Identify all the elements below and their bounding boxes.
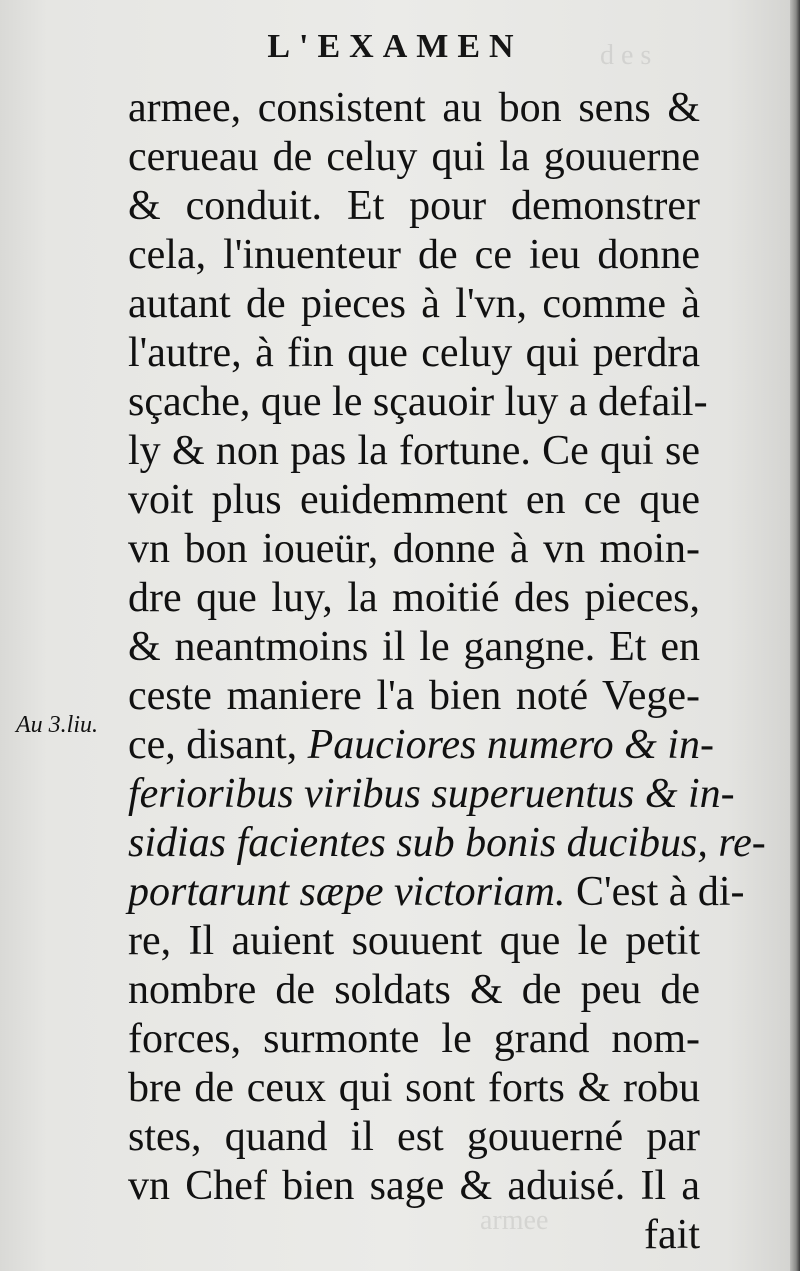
text-line: autant de pieces à l'vn, comme à bbox=[128, 281, 700, 327]
text-line: cela, l'inuenteur de ce ieu donne bbox=[128, 232, 700, 278]
text-line: stes, quand il est gouuerné par bbox=[128, 1114, 700, 1160]
latin-quote-line: sidias facientes sub bonis ducibus, re- bbox=[128, 820, 766, 866]
text-line: cerueau de celuy qui la gouuerne bbox=[128, 134, 700, 180]
text-block bbox=[128, 84, 766, 1260]
text-line: vn Chef bien sage & aduisé. Il a bbox=[128, 1163, 700, 1209]
text-line: l'autre, à fin que celuy qui perdra bbox=[128, 330, 700, 376]
running-head: L'EXAMEN bbox=[267, 28, 523, 65]
roman-text: C'est à di- bbox=[565, 869, 745, 915]
text-line: bre de ceux qui sont forts & robu bbox=[128, 1065, 700, 1111]
margin-note: Au 3.liu. bbox=[16, 712, 98, 738]
text-line: ceste maniere l'a bien noté Vege- bbox=[128, 673, 700, 719]
latin-quote: portarunt sæpe victoriam. bbox=[128, 869, 566, 915]
text-line: nombre de soldats & de peu de bbox=[128, 967, 700, 1013]
bleed-through-mark: armee bbox=[480, 1205, 549, 1236]
text-line: voit plus euidemment en ce que bbox=[128, 477, 700, 523]
text-line: & neantmoins il le gangne. Et en bbox=[128, 624, 700, 670]
text-line-mixed bbox=[128, 868, 745, 917]
text-line: re, Il auient souuent que le petit bbox=[128, 918, 700, 964]
text-line: vn bon ioueür, donne à vn moin- bbox=[128, 526, 700, 572]
page-edge bbox=[790, 0, 800, 1271]
text-line: & conduit. Et pour demonstrer bbox=[128, 183, 700, 229]
roman-text: ce, disant, bbox=[128, 722, 308, 768]
text-line: armee, consistent au bon sens & bbox=[128, 85, 700, 131]
bleed-through-mark: d e s bbox=[600, 40, 652, 71]
catchword: fait bbox=[644, 1212, 700, 1258]
latin-quote: Pauciores numero & in- bbox=[307, 722, 714, 768]
latin-quote-line: ferioribus viribus superuentus & in- bbox=[128, 771, 735, 817]
text-line: forces, surmonte le grand nom- bbox=[128, 1016, 700, 1062]
text-line: ly & non pas la fortune. Ce qui se bbox=[128, 428, 700, 474]
text-line: dre que luy, la moitié des pieces, bbox=[128, 575, 700, 621]
text-line: sçache, que le sçauoir luy a defail- bbox=[128, 379, 708, 425]
text-line-mixed bbox=[128, 721, 714, 770]
